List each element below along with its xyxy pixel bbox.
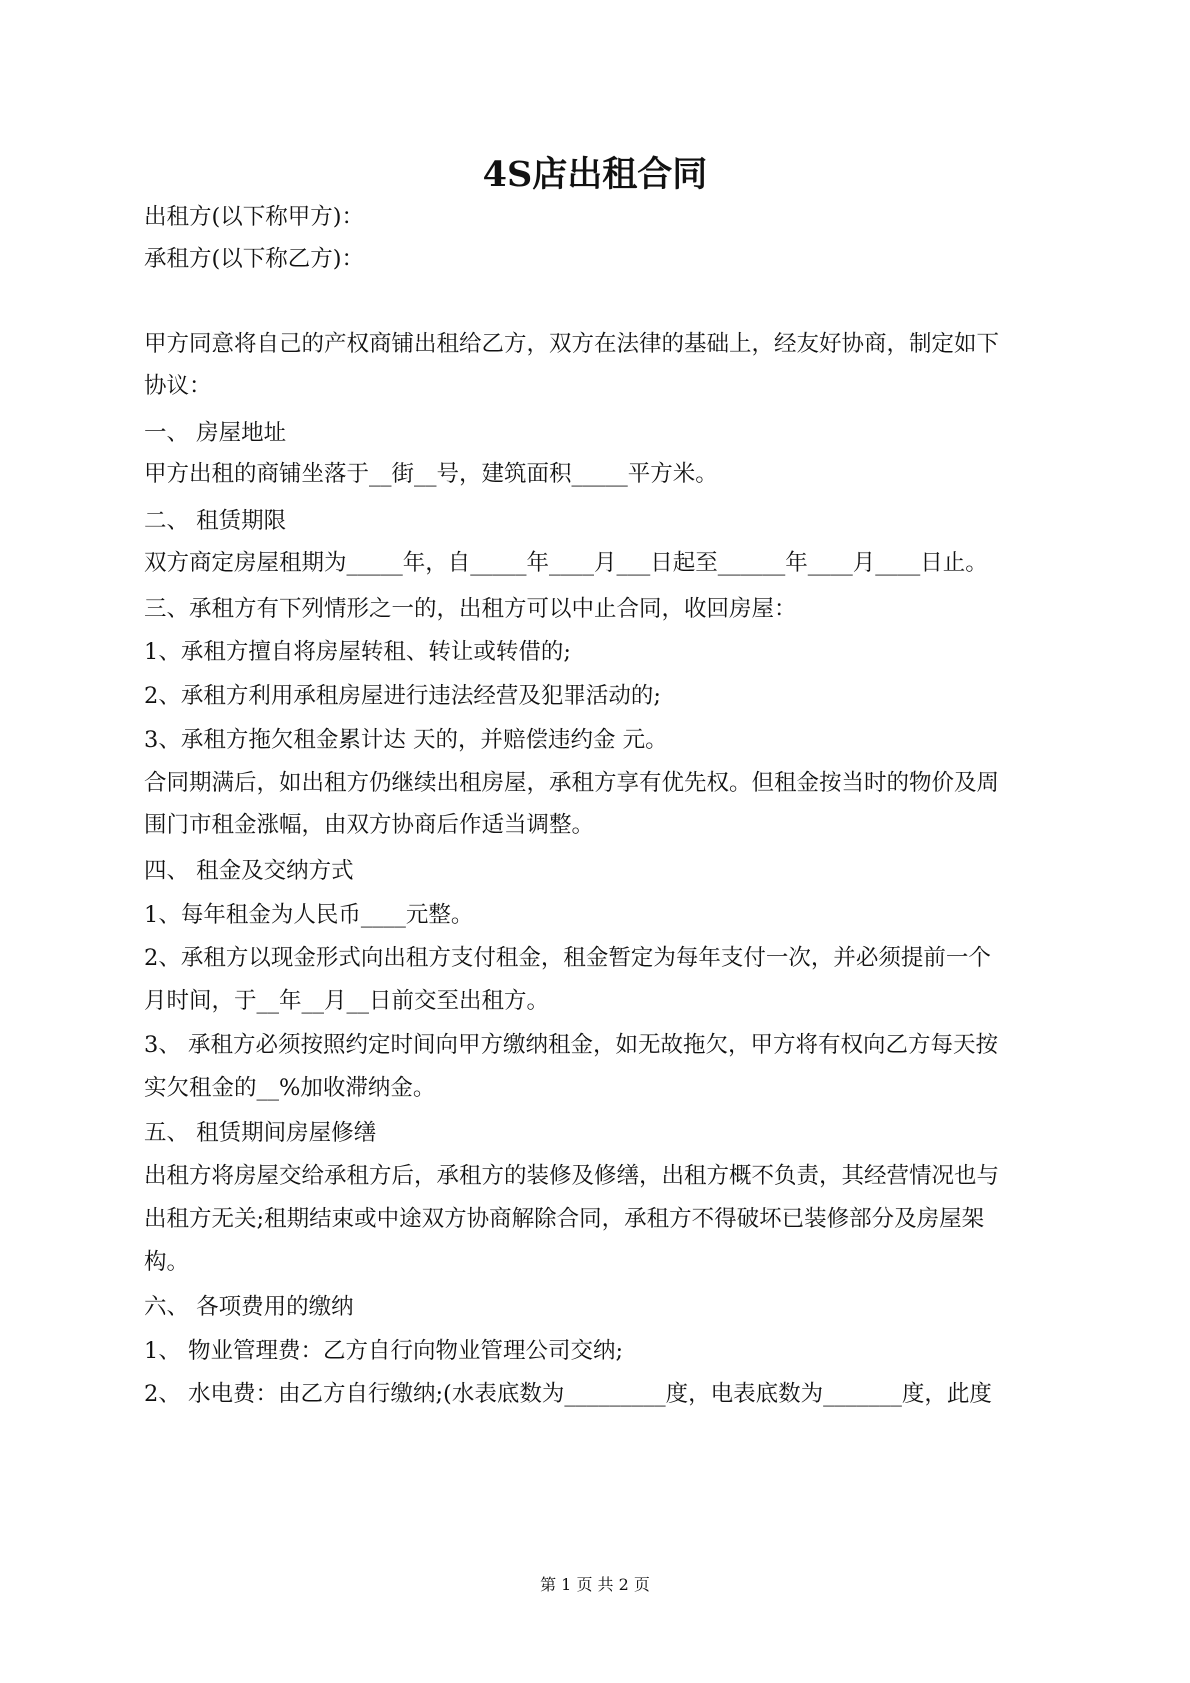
clause-4-3-line-1: 3、 承租方必须按照约定时间向甲方缴纳租金，如无故拖欠，甲方将有权向乙方每天按 — [144, 1032, 998, 1058]
renewal-paragraph-line-2: 围门市租金涨幅，由双方协商后作适当调整。 — [144, 812, 595, 838]
clause-6-1: 1、 物业管理费：乙方自行向物业管理公司交纳; — [144, 1338, 624, 1364]
term-line: 双方商定房屋租期为_____年，自_____年____月___日起至______年____月____日止。 — [144, 550, 988, 576]
address-line: 甲方出租的商铺坐落于__街__号，建筑面积_____平方米。 — [144, 461, 718, 487]
clause-3-2: 2、承租方利用承租房屋进行违法经营及犯罪活动的; — [144, 683, 661, 709]
clause-6-2: 2、 水电费：由乙方自行缴纳;(水表底数为_________度，电表底数为_______度，此度 — [144, 1381, 992, 1407]
intro-paragraph-line-1: 甲方同意将自己的产权商铺出租给乙方，双方在法律的基础上，经友好协商，制定如下 — [144, 331, 1000, 357]
section-heading-3: 三、承租方有下列情形之一的，出租方可以中止合同，收回房屋： — [144, 596, 797, 622]
section-heading-4: 四、 租金及交纳方式 — [144, 858, 354, 884]
section-heading-1: 一、 房屋地址 — [144, 420, 287, 446]
lessee-line: 承租方(以下称乙方)： — [144, 246, 365, 272]
intro-paragraph-line-2: 协议： — [144, 373, 212, 399]
clause-4-2-line-2: 月时间，于__年__月__日前交至出租方。 — [144, 988, 550, 1014]
document-title: 4S店出租合同 — [482, 154, 708, 195]
repair-paragraph-line-2: 出租方无关;租期结束或中途双方协商解除合同，承租方不得破坏已装修部分及房屋架 — [144, 1206, 985, 1232]
section-heading-2: 二、 租赁期限 — [144, 508, 287, 534]
renewal-paragraph-line-1: 合同期满后，如出租方仍继续出租房屋，承租方享有优先权。但租金按当时的物价及周 — [144, 770, 1000, 796]
lessor-line: 出租方(以下称甲方)： — [144, 204, 365, 230]
repair-paragraph-line-1: 出租方将房屋交给承租方后，承租方的装修及修缮，出租方概不负责，其经营情况也与 — [144, 1163, 1000, 1189]
clause-3-1: 1、承租方擅自将房屋转租、转让或转借的; — [144, 639, 571, 665]
clause-4-3-line-2: 实欠租金的__%加收滞纳金。 — [144, 1075, 436, 1101]
section-heading-5: 五、 租赁期间房屋修缮 — [144, 1120, 377, 1146]
repair-paragraph-line-3: 构。 — [144, 1249, 190, 1275]
clause-4-2-line-1: 2、承租方以现金形式向出租方支付租金，租金暂定为每年支付一次，并必须提前一个 — [144, 945, 991, 971]
page-footer: 第 1 页 共 2 页 — [540, 1575, 650, 1594]
clause-3-3: 3、承租方拖欠租金累计达 天的，并赔偿违约金 元。 — [144, 727, 668, 753]
section-heading-6: 六、 各项费用的缴纳 — [144, 1294, 354, 1320]
clause-4-1: 1、每年租金为人民币____元整。 — [144, 902, 474, 928]
